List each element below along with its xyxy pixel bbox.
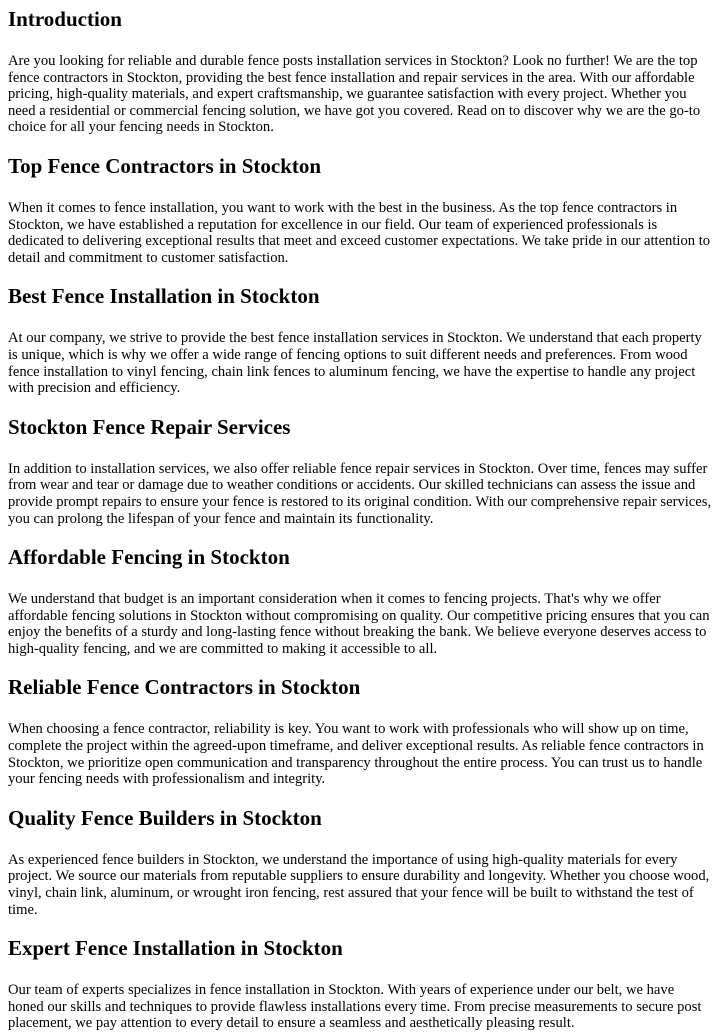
section-heading: Affordable Fencing in Stockton — [8, 545, 290, 570]
section-paragraph: We understand that budget is an important consideration when it comes to fencing projects. That's why we offer affordable fencing solutions in Stockton without compromising on quality. Our competitive pricing ensures that you can enjoy the benefits of a sturdy and long-lasting fence without breaking the bank. We believe everyone deserves access to high-quality fencing, and we are committed to making it accessible to all. — [8, 591, 710, 657]
section-introduction — [8, 6, 712, 136]
section-quality-fence-builders — [8, 805, 712, 918]
section-paragraph: When it comes to fence installation, you want to work with the best in the business. As the top fence contractors in Stockton, we have established a reputation for excellence in our field. Our team of experienced professionals is dedicated to delivering exceptional results that meet and exceed customer expectations. We take pride in our attention to detail and commitment to customer satisfaction. — [8, 199, 711, 266]
section-heading: Best Fence Installation in Stockton — [8, 284, 320, 309]
section-heading: Stockton Fence Repair Services — [8, 414, 291, 439]
section-paragraph: In addition to installation services, we also offer reliable fence repair services in Stockton. Over time, fences may suffer from wear and tear or damage due to weather conditions or accidents. Our skilled technicians can assess the issue and provide prompt repairs to ensure your fence is restored to its original condition. With our comprehensive repair services, you can prolong the lifespan of your fence and maintain its functionality. — [8, 460, 712, 527]
section-expert-fence-installation — [8, 935, 712, 1032]
section-heading: Top Fence Contractors in Stockton — [8, 153, 322, 178]
section-best-fence-installation — [8, 283, 712, 396]
section-paragraph: As experienced fence builders in Stockton, we understand the importance of using high-quality materials for every project. We source our materials from reputable suppliers to ensure durability and longevity. Whether you choose wood, vinyl, chain link, aluminum, or wrought iron fencing, rest assured that your fence will be built to withstand the test of time. — [8, 851, 710, 918]
section-affordable-fencing — [8, 544, 712, 657]
section-reliable-fence-contractors — [8, 674, 712, 787]
section-heading: Reliable Fence Contractors in Stockton — [8, 675, 361, 700]
section-heading: Quality Fence Builders in Stockton — [8, 805, 322, 830]
section-heading: Introduction — [8, 7, 122, 31]
section-heading: Expert Fence Installation in Stockton — [8, 936, 343, 961]
section-fence-repair-services — [8, 414, 712, 527]
section-top-fence-contractors — [8, 153, 712, 266]
document — [0, 6, 720, 1032]
section-paragraph: At our company, we strive to provide the best fence installation services in Stockton. We understand that each property is unique, which is why we offer a wide range of fencing options to suit different needs and preferences. From wood fence installation to vinyl fencing, chain link fences to aluminum fencing, we have the expertise to handle any project with precision and efficiency. — [8, 330, 702, 397]
section-paragraph: When choosing a fence contractor, reliability is key. You want to work with professionals who will show up on time, complete the project within the agreed-upon timeframe, and deliver exceptional results. As reliable fence contractors in Stockton, we prioritize open communication and transparency throughout the entire process. You can trust us to handle your fencing needs with professionalism and integrity. — [8, 721, 704, 788]
section-paragraph: Our team of experts specializes in fence installation in Stockton. With years of experience under our belt, we have honed our skills and techniques to provide flawless installations every time. From precise measurements to secure post placement, we pay attention to every detail to ensure a seamless and aesthetically pleasing result. — [8, 982, 702, 1032]
section-paragraph: Are you looking for reliable and durable fence posts installation services in Stockton? Look no further! We are the top fence contractors in Stockton, providing the best fence installation and repair services in the area. With our affordable pricing, high-quality materials, and expert craftsmanship, we guarantee satisfaction with every project. Whether you need a residential or commercial fencing solution, we have got you covered. Read on to discover why we are the go-to choice for all your fencing needs in Stockton. — [8, 53, 701, 136]
